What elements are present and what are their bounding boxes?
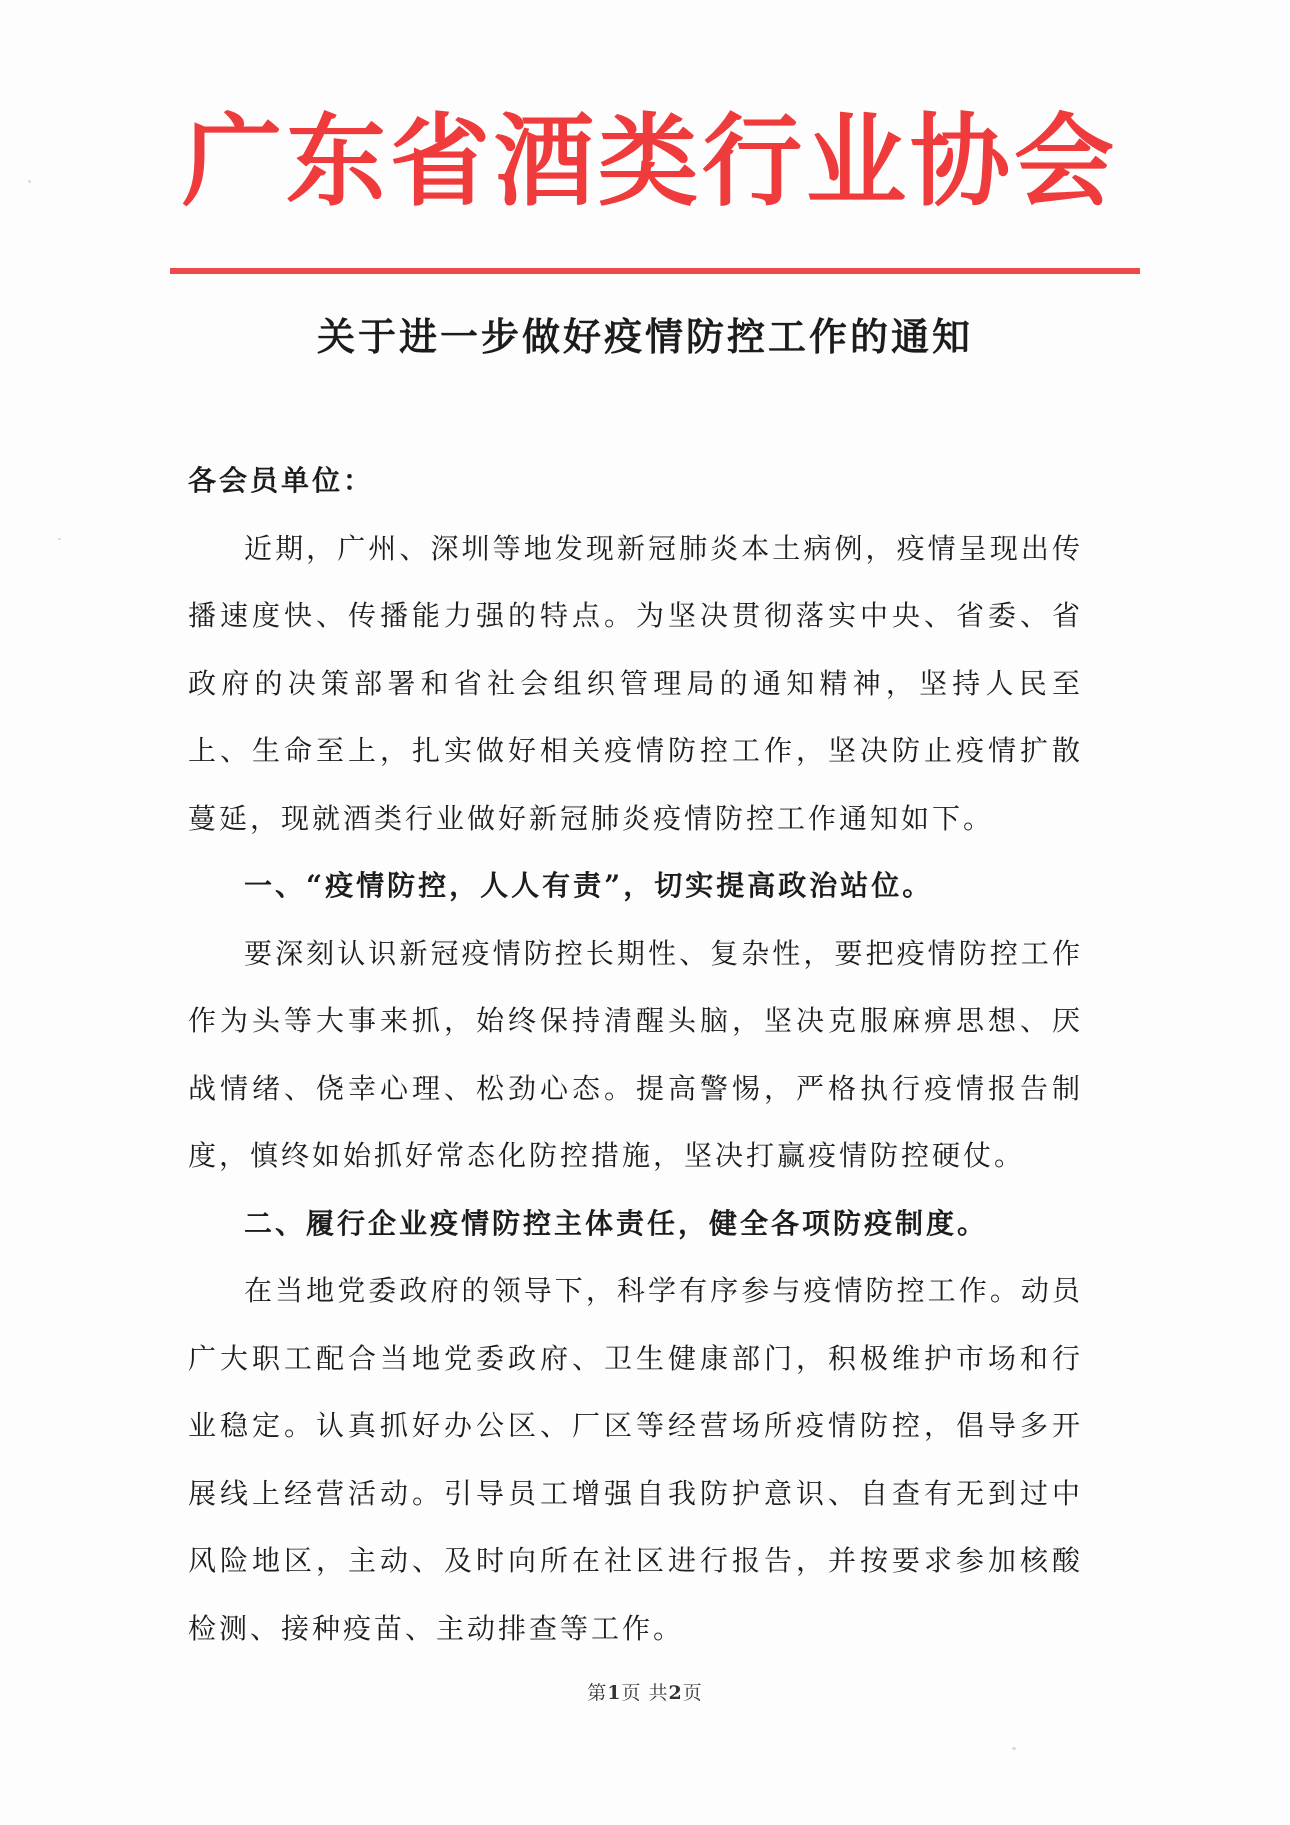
page-number-footer [0, 1678, 1290, 1705]
scan-speck [1012, 1747, 1016, 1750]
paragraph-section-1: 要深刻认识新冠疫情防控长期性、复杂性，要把疫情防控工作作为头等大事来抓，始终保持清醒头脑，坚决克服麻痹思想、厌战情绪、侥幸心理、松劲心态。提高警惕，严格执行疫情报告制度，慎终如始抓好常态化防控措施，坚决打赢疫情防控硬仗。 [188, 936, 1083, 1172]
document-body [188, 447, 1083, 1662]
scan-speck [58, 538, 61, 540]
footer-prefix: 第 [587, 1682, 608, 1704]
paragraph-section-2: 在当地党委政府的领导下，科学有序参与疫情防控工作。动员广大职工配合当地党委政府、卫生健康部门，积极维护市场和行业稳定。认真抓好办公区、厂区等经营场所疫情防控，倡导多开展线上经营活动。引导员工增强自我防护意识、自查有无到过中风险地区，主动、及时向所在社区进行报告，并按要求参加核酸检测、接种疫苗、主动排查等工作。 [188, 1274, 1083, 1645]
section-heading-2: 二、履行企业疫情防控主体责任，健全各项防疫制度。 [244, 1206, 989, 1240]
paragraph-intro: 近期，广州、深圳等地发现新冠肺炎本土病例，疫情呈现出传播速度快、传播能力强的特点。为坚决贯彻落实中央、省委、省政府的决策部署和省社会组织管理局的通知精神，坚持人民至上、生命至上，扎实做好相关疫情防控工作，坚决防止疫情扩散蔓延，现就酒类行业做好新冠肺炎疫情防控工作通知如下。 [188, 531, 1083, 835]
footer-middle: 页 共 [621, 1682, 669, 1704]
scan-speck [28, 180, 31, 183]
document-title: 关于进一步做好疫情防控工作的通知 [316, 314, 973, 359]
letterhead-organization: 广东省酒类行业协会 [182, 103, 1118, 220]
salutation: 各会员单位： [188, 464, 375, 497]
section-heading-1: 一、“疫情防控，人人有责”，切实提高政治站位。 [244, 869, 934, 902]
footer-current-page: 1 [607, 1682, 622, 1704]
footer-total-pages: 2 [668, 1682, 683, 1704]
footer-suffix: 页 [682, 1682, 703, 1704]
letterhead-red-rule [170, 268, 1140, 274]
